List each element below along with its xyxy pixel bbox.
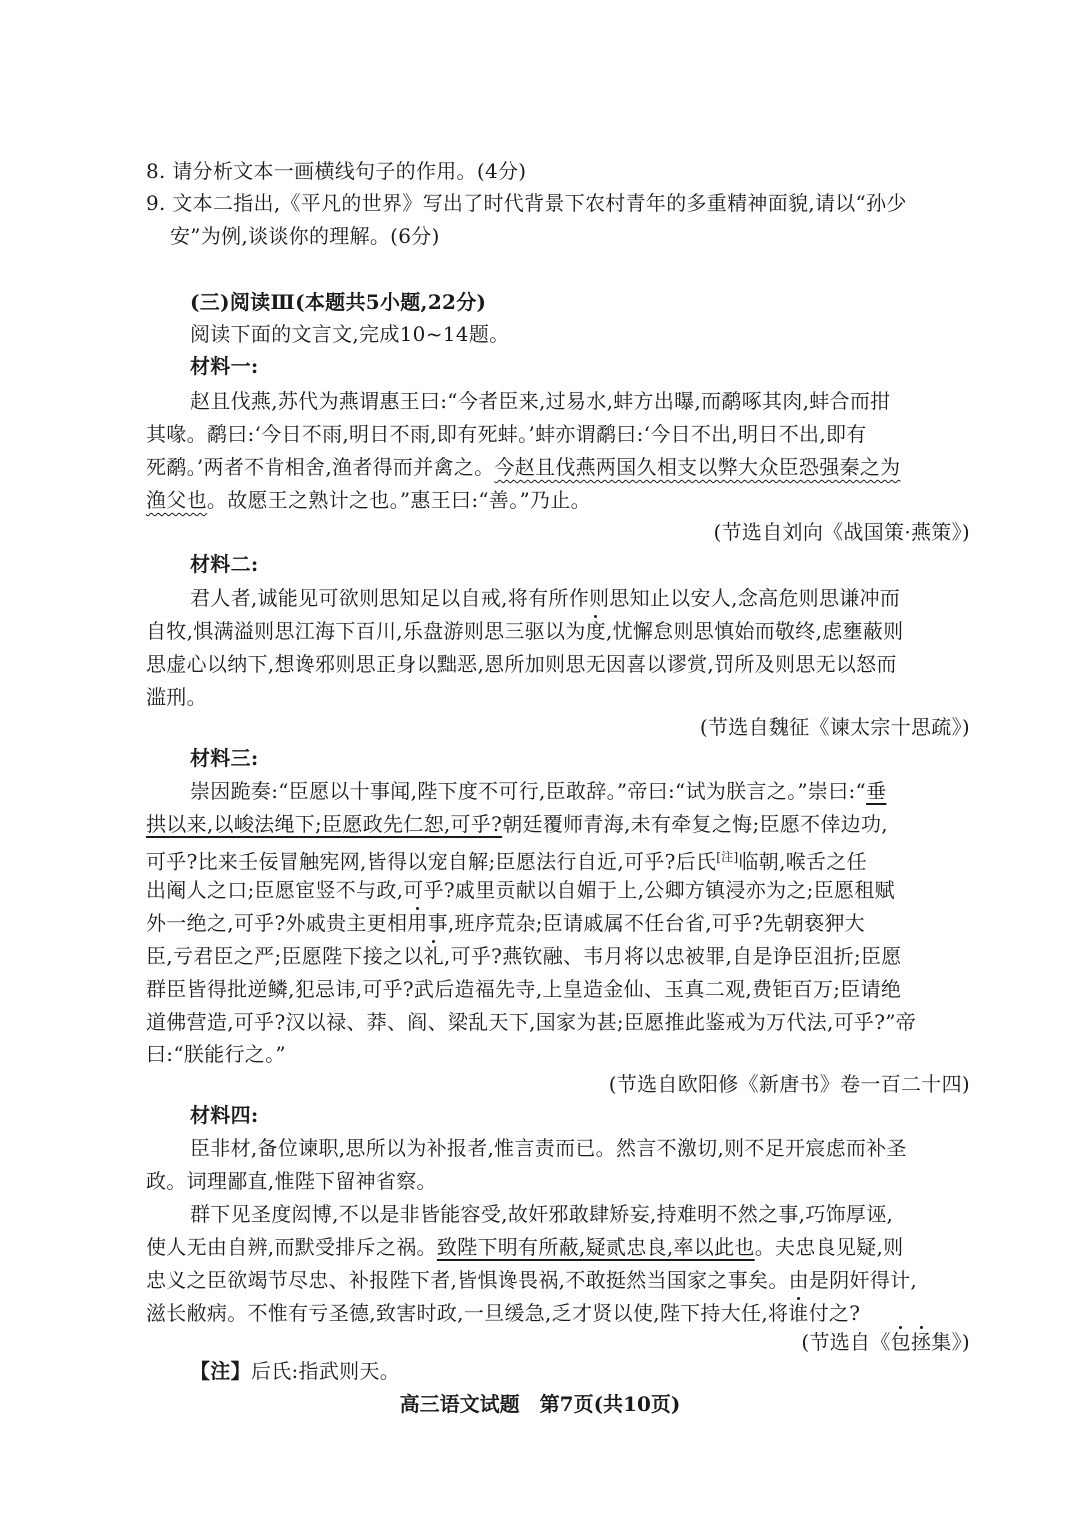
- material-3-line-4: 出阉人之口;臣愿宦竖不与政,可乎?戚里贡献以自媚于上,公卿方镇浸亦为之;臣愿租赋: [146, 878, 895, 902]
- material-2-line-1: 君人者,诚能见可欲则思知足以自戒,将有所作则思知止以安人,念高危则思谦冲而: [190, 586, 901, 610]
- material-3-line-5: [146, 909, 865, 937]
- material-4-para-2-line-2: [146, 1233, 903, 1261]
- material-1-text: 死鹬。’两者不肯相舍,渔者得而并禽之。: [146, 455, 495, 479]
- source-text: 集》): [931, 1330, 970, 1354]
- material-1-source: (节选自刘向《战国策·燕策》): [713, 520, 970, 544]
- material-1-line-4: [146, 486, 591, 514]
- material-2-source: (节选自魏征《谏太宗十思疏》): [699, 715, 970, 739]
- material-3-line-3: [146, 843, 867, 876]
- material-3-text: ,可乎?燕钦融、韦月将以忠被罪,自是诤臣沮折;臣愿: [443, 944, 902, 968]
- wavy-underlined-sentence: 今赵且伐燕两国久相支以弊大众臣恐强秦之为: [494, 455, 901, 479]
- material-3-line-1: [190, 777, 886, 805]
- material-3-text: 可乎?比来壬佞冒触宪网,皆得以宠自解;臣愿法行自近,可乎?后氏: [146, 849, 717, 874]
- emphasis-dot-char: 用: [407, 911, 428, 935]
- material-3-text: 崇因跪奏:“臣愿以十事闻,陛下度不可行,臣敢辞。”帝曰:“试为朕言之。”崇曰:“: [190, 779, 867, 803]
- material-4-text: 使人无由自辨,而默受排斥之祸。: [146, 1235, 437, 1259]
- source-text: (节选自《: [801, 1330, 891, 1354]
- material-4-text: 滋长敝病。不惟有亏圣德,致害时政,一旦缓急,乏才贤以使,陛下持大任,将: [146, 1301, 789, 1325]
- emphasis-dot-char: 包: [890, 1330, 911, 1354]
- footnote-label: 【注】: [190, 1359, 251, 1383]
- material-1-line-1: 赵且伐燕,苏代为燕谓惠王曰:“今者臣来,过易水,蚌方出曝,而鹬啄其肉,蚌合而拑: [190, 389, 891, 413]
- material-4-para-2-line-1: 群下见圣度闳博,不以是非皆能容受,故奸邪敢肆矫妄,持难明不然之事,巧饰厚诬,: [190, 1202, 894, 1226]
- material-3-text: 临朝,喉舌之任: [738, 849, 867, 874]
- material-4-para-1-line-2: 政。词理鄙直,惟陛下留神省察。: [146, 1169, 437, 1193]
- material-3-line-8: 道佛营造,可乎?汉以禄、莽、阎、梁乱天下,国家为甚;臣愿推此鉴戒为万代法,可乎?”帝: [146, 1010, 917, 1034]
- question-8: 8. 请分析文本一画横线句子的作用。(4分): [146, 159, 527, 183]
- material-3-text: 外一绝之,可乎?外戚贵主更相: [146, 911, 408, 935]
- material-2-text: ,忧懈怠则思慎始而敬终,虑壅蔽则: [605, 619, 904, 643]
- material-4-text: 付之?: [808, 1301, 861, 1325]
- material-4-para-2-line-3: 忠义之臣欲竭节尽忠、补报陛下者,皆惧谗畏祸,不敢挺然当国家之事矣。由是阴奸得计,: [146, 1268, 918, 1292]
- material-3-text: 朝廷覆师青海,未有牵复之悔;臣愿不倖边功,: [502, 812, 888, 836]
- material-1-line-2: 其喙。鹬曰:‘今日不雨,明日不雨,即有死蚌。’蚌亦谓鹬曰:‘今日不出,明日不出,即有: [146, 422, 867, 446]
- footnote-text: 后氏:指武则天。: [250, 1359, 401, 1383]
- material-4-para-2-line-4: [146, 1299, 860, 1327]
- wavy-underlined-sentence-end: 渔父也: [146, 488, 207, 512]
- footnote: [190, 1357, 400, 1385]
- material-2-line-2: [146, 617, 903, 645]
- material-3-text: 臣,亏君臣之严;臣愿陛下接之以: [146, 944, 424, 968]
- underlined-sentence: 致陛下明有所蔽,疑贰忠良,率以此也: [436, 1235, 755, 1259]
- material-3-heading: 材料三:: [190, 746, 259, 770]
- question-9-line-1: 9. 文本二指出,《平凡的世界》写出了时代背景下农村青年的多重精神面貌,请以“孙少: [146, 191, 907, 215]
- material-4-heading: 材料四:: [190, 1103, 259, 1127]
- emphasis-dot-char: 谁: [788, 1301, 809, 1325]
- material-3-line-9: 曰:“朕能行之。”: [146, 1042, 286, 1066]
- material-4-para-1-line-1: 臣非材,备位谏职,思所以为补报者,惟言责而已。然言不激切,则不足开宸虑而补圣: [190, 1136, 907, 1160]
- footnote-marker: [注]: [716, 850, 739, 864]
- emphasis-dot-char: 拯: [910, 1330, 932, 1354]
- material-2-text: 自牧,惧满溢则思江海下百川,乐盘游则思三驱以为: [146, 619, 586, 643]
- material-2-line-4: 滥刑。: [146, 685, 207, 709]
- material-3-line-7: 群臣皆得批逆鳞,犯忌讳,可乎?武后造福先寺,上皇造金仙、玉真二观,费钜百万;臣请绝: [146, 977, 902, 1001]
- material-3-text: 事,班序荒杂;臣请戚属不任台省,可乎?先朝亵狎大: [427, 911, 865, 935]
- material-1-line-3: [146, 453, 900, 481]
- material-4-source: [801, 1328, 970, 1356]
- section-title: (三)阅读Ⅲ(本题共5小题,22分): [190, 290, 487, 314]
- emphasis-dot-char: 礼: [423, 944, 444, 968]
- material-3-source: (节选自欧阳修《新唐书》卷一百二十四): [608, 1072, 970, 1096]
- material-2-line-3: 思虚心以纳下,想谗邪则思正身以黜恶,恩所加则思无因喜以谬赏,罚所及则思无以怒而: [146, 652, 897, 676]
- material-1-text: 。故愿王之熟计之也。”惠王曰:“善。”乃止。: [206, 488, 591, 512]
- underlined-sentence-start: 垂: [866, 779, 887, 803]
- question-9-line-2: 安”为例,谈谈你的理解。(6分): [170, 224, 440, 248]
- material-2-heading: 材料二:: [190, 552, 259, 576]
- material-4-text: 。夫忠良见疑,则: [754, 1235, 904, 1259]
- page-footer: 高三语文试题 第7页(共10页): [399, 1392, 681, 1416]
- underlined-sentence: 拱以来,以峻法绳下;臣愿政先仁恕,可乎?: [146, 812, 503, 836]
- material-3-line-6: [146, 942, 902, 970]
- material-3-line-2: [146, 810, 888, 838]
- material-1-heading: 材料一:: [190, 354, 259, 378]
- section-instruction: 阅读下面的文言文,完成10~14题。: [190, 322, 510, 346]
- emphasis-dot-char: 度: [585, 619, 606, 643]
